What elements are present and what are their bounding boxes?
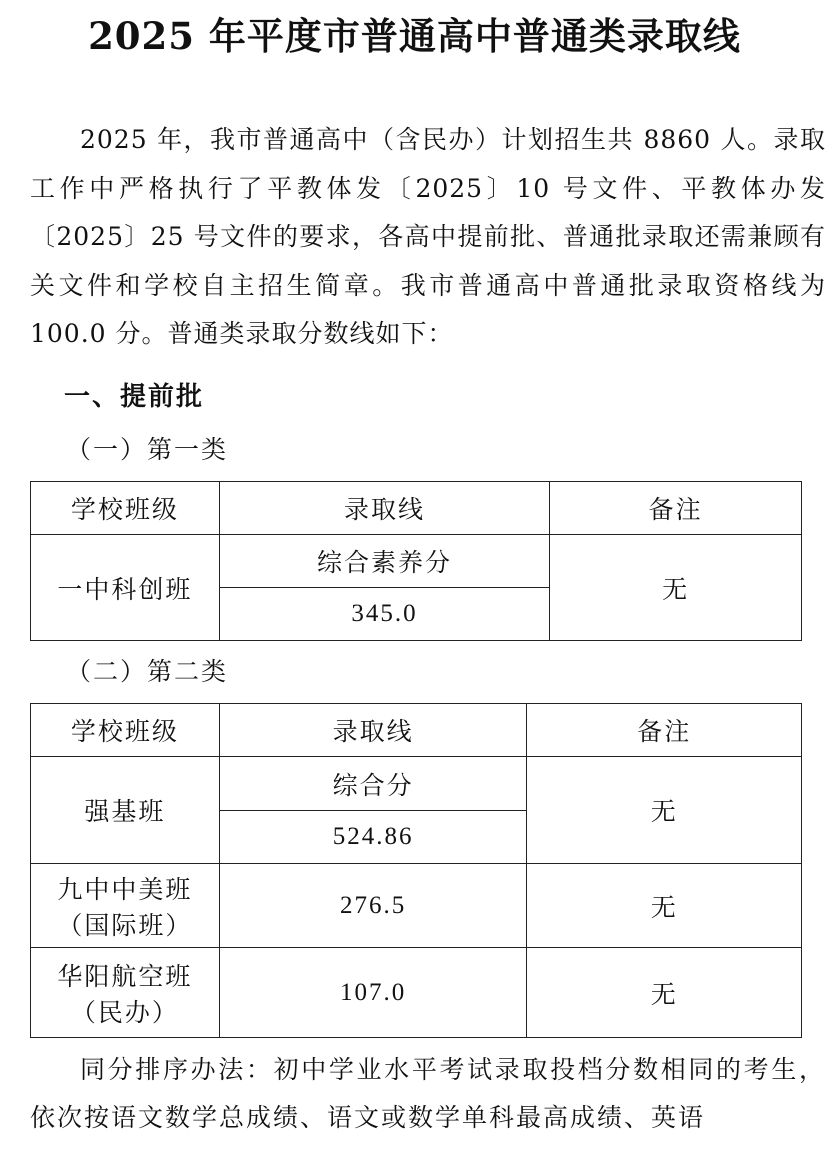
school-name: 华阳航空班 [57, 961, 193, 991]
school-cell [31, 864, 220, 948]
tie-break-paragraph: 同分排序办法：初中学业水平考试录取投档分数相同的考生，依次按语文数学总成绩、语文或数学单科最高成绩、英语 [30, 1055, 826, 1132]
score-type-cell: 综合素养分 [219, 535, 550, 588]
category-1-heading: （一）第一类 [66, 435, 229, 464]
header-score: 录取线 [219, 482, 550, 535]
header-note: 备注 [527, 704, 802, 757]
school-cell: 强基班 [31, 757, 220, 864]
header-score: 录取线 [219, 704, 527, 757]
table-header-row [31, 704, 802, 757]
table-row [31, 864, 802, 948]
section-heading-early-batch: 一、提前批 [64, 382, 205, 412]
score-cell: 524.86 [219, 811, 527, 864]
header-school: 学校班级 [31, 704, 220, 757]
category-2-heading: （二）第二类 [66, 657, 229, 686]
note-cell: 无 [527, 948, 802, 1038]
school-subname: （国际班） [57, 910, 193, 940]
note-cell: 无 [527, 757, 802, 864]
score-cell: 107.0 [219, 948, 527, 1038]
page-title: 2025 年平度市普通高中普通类录取线 [88, 14, 741, 58]
table-row [31, 948, 802, 1038]
category-2-table [30, 703, 802, 1038]
note-cell: 无 [550, 535, 802, 641]
score-cell: 345.0 [219, 588, 550, 641]
table-header-row [31, 482, 802, 535]
school-name: 九中中美班 [57, 874, 193, 904]
table-row [31, 535, 802, 588]
note-cell: 无 [527, 864, 802, 948]
table-row [31, 757, 802, 811]
score-type-cell: 综合分 [219, 757, 527, 811]
school-cell: 一中科创班 [31, 535, 220, 641]
header-note: 备注 [550, 482, 802, 535]
score-cell: 276.5 [219, 864, 527, 948]
category-1-table [30, 481, 802, 641]
header-school: 学校班级 [31, 482, 220, 535]
school-cell [31, 948, 220, 1038]
school-subname: （民办） [70, 997, 179, 1027]
intro-paragraph: 2025 年，我市普通高中（含民办）计划招生共 8860 人。录取工作中严格执行了平教体发〔2025〕10 号文件、平教体办发〔2025〕25 号文件的要求，各高中提前批、普通批录取还需兼顾有关文件和学校自主招生简章。我市普通高中普通批录取资格线为 100.0 分。普通类录取分数线如下： [30, 125, 826, 348]
